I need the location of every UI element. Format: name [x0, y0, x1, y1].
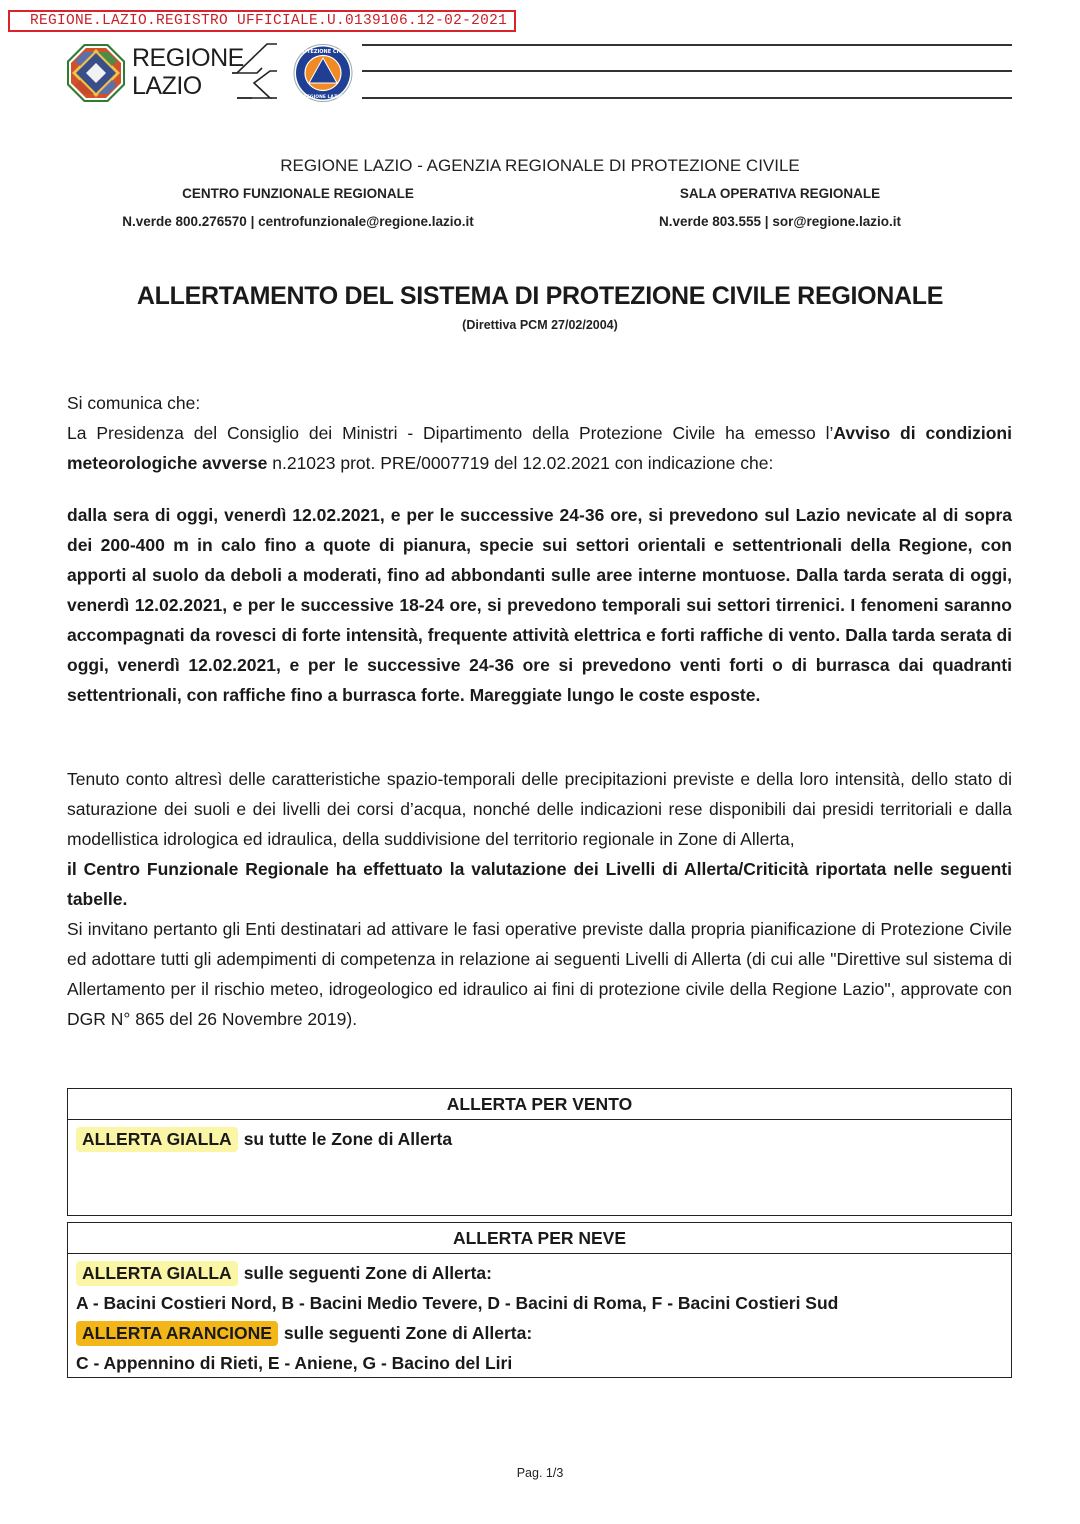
letterhead-rule-2 [362, 70, 1012, 72]
regione-lazio-wordmark [132, 44, 244, 100]
assessment-paragraph-1: Tenuto conto altresì delle caratteristiche spazio-temporali delle precipitazioni previste e della loro intensità, dello stato di saturazione dei suoli e dei livelli dei corsi d’acqua, nonché delle indicazioni rese disponibili dai presidi territoriali e dalla modellistica idrologica ed idraulica, della suddivisione del territorio regionale in Zone di Allerta, [67, 769, 1012, 849]
logo-line-2: LAZIO [132, 72, 202, 100]
centro-funzionale-name: CENTRO FUNZIONALE REGIONALE [182, 186, 414, 201]
forecast-paragraph [67, 500, 1012, 710]
snow-alert-header: ALLERTA PER NEVE [68, 1223, 1011, 1254]
sala-operativa-contact: N.verde 803.555 | sor@regione.lazio.it [658, 214, 902, 229]
logo-line-1: REGIONE [132, 44, 244, 72]
pc-logo-top-text: PROTEZIONE CIVILE [295, 49, 351, 55]
wind-yellow-alert-badge: ALLERTA GIALLA [76, 1127, 238, 1152]
protocol-stamp: REGIONE.LAZIO.REGISTRO UFFICIALE.U.0139106.12-02-2021 [8, 10, 516, 32]
agency-header [0, 155, 1080, 237]
regione-lazio-emblem-icon [66, 43, 126, 103]
pc-logo-bottom-text: REGIONE LAZIO [303, 95, 343, 100]
snow-alert-box [67, 1222, 1012, 1378]
intro-text-start: La Presidenza del Consiglio dei Ministri - Dipartimento della Protezione Civile ha emesso l’ [67, 423, 834, 443]
logo-connector-lines [232, 40, 292, 105]
intro-text-end: n.21023 prot. PRE/0007719 del 12.02.2021 con indicazione che: [267, 453, 774, 473]
snow-orange-row [76, 1318, 1003, 1348]
wind-alert-text: su tutte le Zone di Allerta [243, 1129, 453, 1149]
assessment-paragraph-2: il Centro Funzionale Regionale ha effettuato la valutazione dei Livelli di Allerta/Criticità riportata nelle seguenti tabelle. [67, 859, 1012, 909]
letterhead-rule-3 [362, 97, 1012, 99]
assessment-section [67, 764, 1012, 1034]
intro-section [67, 388, 1012, 478]
snow-orange-text: sulle seguenti Zone di Allerta: [283, 1323, 533, 1343]
wind-alert-header: ALLERTA PER VENTO [68, 1089, 1011, 1120]
snow-yellow-alert-badge: ALLERTA GIALLA [76, 1261, 238, 1286]
intro-line: Si comunica che: [67, 393, 201, 413]
letterhead-rule-1 [362, 44, 1012, 46]
avviso-bold: Avviso di condizioni meteorologiche avverse [67, 423, 1012, 473]
wind-alert-box [67, 1088, 1012, 1216]
snow-yellow-row [76, 1258, 1003, 1288]
snow-orange-alert-badge: ALLERTA ARANCIONE [76, 1321, 278, 1346]
snow-yellow-text: sulle seguenti Zone di Allerta: [243, 1263, 492, 1283]
document-title: ALLERTAMENTO DEL SISTEMA DI PROTEZIONE CIVILE REGIONALE [136, 282, 944, 310]
protezione-civile-logo-icon [292, 43, 354, 103]
centro-funzionale-contact: N.verde 800.276570 | centrofunzionale@regione.lazio.it [122, 214, 474, 229]
document-subtitle: (Direttiva PCM 27/02/2004) [462, 318, 618, 332]
agency-name: REGIONE LAZIO - AGENZIA REGIONALE DI PROTEZIONE CIVILE [280, 156, 800, 175]
assessment-paragraph-3: Si invitano pertanto gli Enti destinatari ad attivare le fasi operative previste dalla propria pianificazione di Protezione Civile ed adottare tutti gli adempimenti di competenza in relazione ai seguenti Livelli di Allerta (di cui alle "Direttive sul sistema di Allertamento per il rischio meteo, idrogeologico ed idraulico ai fini di protezione civile della Regione Lazio", approvate con DGR N° 865 del 26 Novembre 2019). [67, 919, 1012, 1029]
forecast-text: dalla sera di oggi, venerdì 12.02.2021, e per le successive 24-36 ore, si prevedono sul Lazio nevicate al di sopra dei 200-400 m in calo fino a quote di pianura, specie sui settori orientali e settentrionali della Regione, con apporti al suolo da deboli a moderati, fino ad abbondanti sulle aree interne montuose. Dalla tarda serata di oggi, venerdì 12.02.2021, e per le successive 18-24 ore, si prevedono temporali sui settori tirrenici. I fenomeni saranno accompagnati da rovesci di forte intensità, frequente attività elettrica e forti raffiche di vento. Dalla tarda serata di oggi, venerdì 12.02.2021, e per le successive 24-36 ore si prevedono venti forti o di burrasca dai quadranti settentrionali, con raffiche fino a burrasca forte. Mareggiate lungo le coste esposte. [67, 505, 1012, 705]
intro-paragraph [67, 418, 1012, 478]
snow-orange-zones: C - Appennino di Rieti, E - Aniene, G - Bacino del Liri [76, 1353, 513, 1373]
sala-operativa-block [600, 183, 960, 233]
page-number: Pag. 1/3 [516, 1466, 564, 1480]
sala-operativa-name: SALA OPERATIVA REGIONALE [679, 186, 881, 201]
centro-funzionale-block [100, 183, 496, 233]
snow-yellow-zones: A - Bacini Costieri Nord, B - Bacini Medio Tevere, D - Bacini di Roma, F - Bacini Costieri Sud [76, 1293, 839, 1313]
